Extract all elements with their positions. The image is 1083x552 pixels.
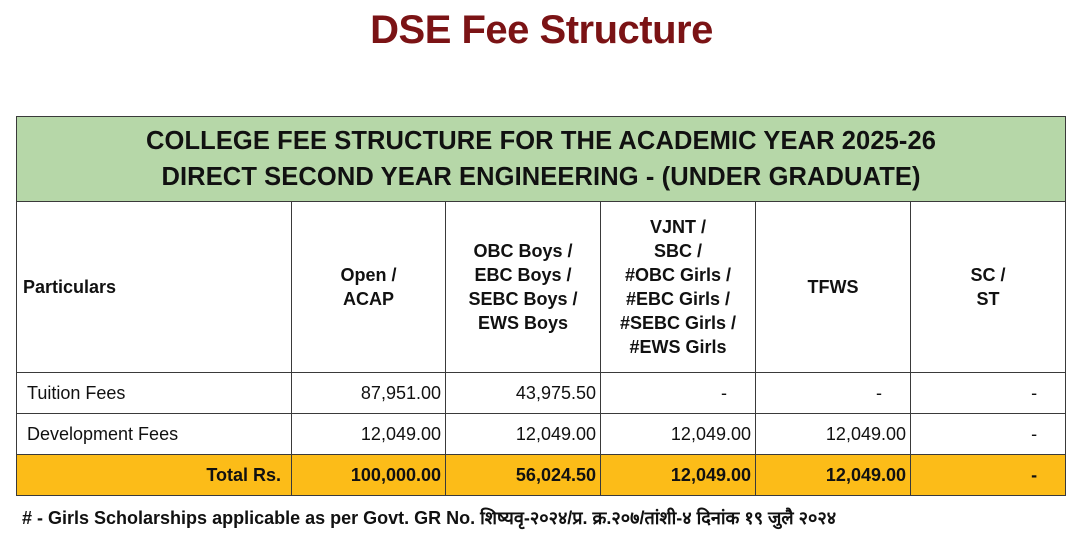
fee-cell: 12,049.00 bbox=[446, 414, 601, 455]
header-text: SC / bbox=[970, 265, 1006, 285]
page-title: DSE Fee Structure bbox=[370, 8, 713, 52]
fee-cell: 12,049.00 bbox=[756, 414, 911, 455]
header-text: SBC / bbox=[653, 241, 702, 261]
header-text: VJNT / bbox=[649, 217, 706, 237]
scholarship-footnote: # - Girls Scholarships applicable as per Govt. GR No. शिष्यवृ-२०२४/प्र. क्र.२०७/तांशी-४ दिनांक १९ जुलै २०२४ bbox=[22, 508, 837, 528]
header-text: OBC Boys / bbox=[473, 241, 573, 261]
fee-cell: 87,951.00 bbox=[292, 373, 446, 414]
total-cell: 12,049.00 bbox=[756, 455, 911, 496]
header-text: ST bbox=[976, 289, 1000, 309]
header-text: EBC Boys / bbox=[474, 265, 572, 285]
column-header-vjnt-girls bbox=[601, 202, 756, 373]
column-header-open-acap bbox=[292, 202, 446, 373]
header-row bbox=[17, 202, 1066, 373]
total-cell: 12,049.00 bbox=[601, 455, 756, 496]
header-text: #EBC Girls / bbox=[625, 289, 731, 309]
column-header-obc-boys bbox=[446, 202, 601, 373]
table-banner bbox=[17, 117, 1066, 202]
header-text: EWS Boys bbox=[477, 313, 569, 333]
header-text: SEBC Boys / bbox=[468, 289, 578, 309]
total-label: Total Rs. bbox=[17, 455, 292, 496]
fee-cell: - bbox=[756, 373, 911, 414]
fee-structure-table bbox=[16, 116, 1066, 496]
header-text: #OBC Girls / bbox=[624, 265, 732, 285]
fee-cell: 43,975.50 bbox=[446, 373, 601, 414]
header-text: TFWS bbox=[807, 277, 859, 297]
fee-cell: - bbox=[911, 373, 1066, 414]
column-header-tfws bbox=[756, 202, 911, 373]
row-label: Tuition Fees bbox=[17, 373, 292, 414]
header-text: #EWS Girls bbox=[629, 337, 727, 357]
banner-row bbox=[17, 117, 1066, 202]
fee-cell: 12,049.00 bbox=[601, 414, 756, 455]
banner-line-program: DIRECT SECOND YEAR ENGINEERING - (UNDER GRADUATE) bbox=[161, 163, 921, 191]
header-text: Open / bbox=[340, 265, 397, 285]
fee-cell: 12,049.00 bbox=[292, 414, 446, 455]
row-label: Development Fees bbox=[17, 414, 292, 455]
table-row-development-fees bbox=[17, 414, 1066, 455]
table-row-tuition-fees bbox=[17, 373, 1066, 414]
total-cell: 100,000.00 bbox=[292, 455, 446, 496]
header-text: Particulars bbox=[23, 277, 117, 297]
header-text: #SEBC Girls / bbox=[619, 313, 737, 333]
banner-line-academic-year: COLLEGE FEE STRUCTURE FOR THE ACADEMIC YEAR 2025-26 bbox=[146, 127, 937, 155]
column-header-sc-st bbox=[911, 202, 1066, 373]
fee-cell: - bbox=[911, 414, 1066, 455]
column-header-particulars bbox=[17, 202, 292, 373]
fee-cell: - bbox=[601, 373, 756, 414]
total-cell: 56,024.50 bbox=[446, 455, 601, 496]
total-cell: - bbox=[911, 455, 1066, 496]
header-text: ACAP bbox=[342, 289, 394, 309]
table-row-total bbox=[17, 455, 1066, 496]
